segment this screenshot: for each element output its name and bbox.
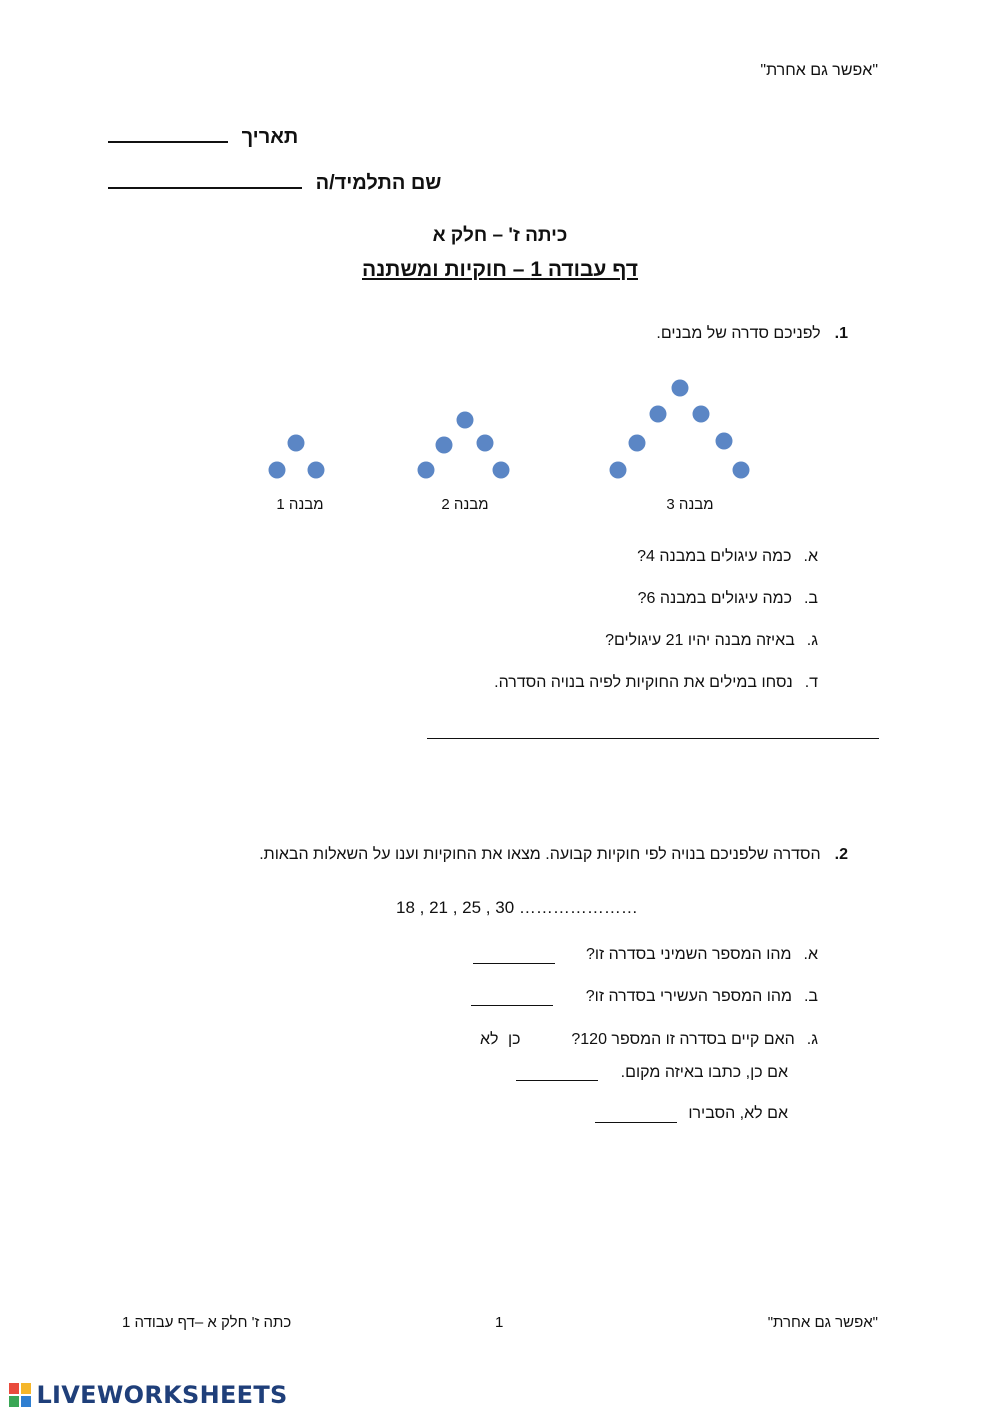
structure-3-dot: [716, 433, 733, 450]
q2-question: [259, 846, 848, 864]
structure-1-dot: [269, 462, 286, 479]
q2-item-c: [571, 1031, 818, 1049]
q2-item-text: מהו המספר השמיני בסדרה זו?: [585, 946, 792, 963]
q2-item-letter: א.: [803, 946, 818, 963]
class-title: כיתה ז' – חלק א: [432, 225, 568, 246]
q2-if-yes: אם כן, כתבו באיזה מקום.: [620, 1064, 788, 1081]
q2-no-option[interactable]: לא: [480, 1031, 499, 1048]
q2-item-letter: ב.: [803, 988, 818, 1005]
q1-item-a: [637, 548, 818, 566]
q1-item-letter: ג.: [806, 632, 818, 649]
q2-item-text: מהו המספר העשירי בסדרה זו?: [585, 988, 792, 1005]
q2-text: הסדרה שלפניכם בנויה לפי חוקיות קבועה. מצאו את החוקיות וענו על השאלות הבאות.: [259, 846, 821, 863]
q1-text: לפניכם סדרה של מבנים.: [656, 325, 821, 342]
structure-2-dot: [436, 437, 453, 454]
q2-if-no: אם לא, הסבירו: [688, 1105, 788, 1122]
q1-answer-line[interactable]: [427, 738, 879, 739]
watermark-text: LIVEWORKSHEETS: [36, 1381, 288, 1409]
q1-item-text: כמה עיגולים במבנה 6?: [637, 590, 792, 607]
q1-item-letter: ד.: [804, 674, 818, 691]
watermark-logo: [8, 1381, 288, 1409]
structure-3-dot: [650, 406, 667, 423]
worksheet-title: דף עבודה 1 – חוקיות ומשתנה: [362, 258, 638, 281]
structure-3-label: מבנה 3: [666, 496, 714, 513]
q1-number: 1.: [834, 325, 848, 342]
structure-2-dot: [493, 462, 510, 479]
q2-item-b: [586, 988, 818, 1006]
structures-figure: [0, 370, 1000, 510]
structure-3-dot: [672, 380, 689, 397]
structure-2-dot: [457, 412, 474, 429]
date-field: [108, 126, 298, 149]
footer-left: כתה ז' חלק א –דף עבודה 1: [122, 1314, 292, 1331]
structure-3-dot: [693, 406, 710, 423]
name-label: שם התלמיד/ה: [315, 172, 442, 194]
structure-2-dot: [418, 462, 435, 479]
q1-item-text: נסחו במילים את החוקיות לפיה בנויה הסדרה.: [494, 674, 793, 691]
structure-3-dot: [733, 462, 750, 479]
structure-1-dot: [308, 462, 325, 479]
q2-item-text: האם קיים בסדרה זו המספר 120?: [571, 1031, 795, 1048]
q1-item-text: באיזה מבנה יהיו 21 עיגולים?: [605, 632, 795, 649]
date-input-line[interactable]: [108, 141, 228, 143]
q2-if-yes-answer-line[interactable]: [516, 1080, 598, 1081]
q1-item-letter: ב.: [803, 590, 818, 607]
date-label: תאריך: [241, 126, 299, 148]
structure-2: [418, 412, 510, 479]
q1-item-text: כמה עיגולים במבנה 4?: [637, 548, 792, 565]
q1-item-letter: א.: [803, 548, 818, 565]
structure-3-dot: [629, 435, 646, 452]
q1-item-d: [494, 674, 818, 692]
q2-item-a: [586, 946, 818, 964]
q2-item-letter: ג.: [806, 1031, 818, 1048]
structure-3-dot: [610, 462, 627, 479]
q1-item-c: [605, 632, 818, 650]
structure-1-dot: [288, 435, 305, 452]
q2-a-answer-line[interactable]: [473, 963, 555, 964]
structure-3: [610, 380, 750, 479]
q1-question: [656, 325, 848, 343]
structure-1-label: מבנה 1: [276, 496, 324, 513]
q2-if-no-answer-line[interactable]: [595, 1122, 677, 1123]
q1-item-b: [638, 590, 818, 608]
q2-yes-option[interactable]: כן: [508, 1031, 521, 1048]
footer-right: "אפשר גם אחרת": [767, 1314, 878, 1331]
q2-b-answer-line[interactable]: [471, 1005, 553, 1006]
name-field: [108, 172, 441, 195]
q2-number: 2.: [834, 846, 848, 863]
watermark-icon: [8, 1382, 32, 1408]
structure-2-dot: [477, 435, 494, 452]
header-quote: "אפשר גם אחרת": [760, 62, 878, 79]
structure-2-label: מבנה 2: [441, 496, 489, 513]
structure-1: [269, 435, 325, 479]
q2-sequence: 18 , 21 , 25 , 30 …………………: [396, 898, 638, 917]
name-input-line[interactable]: [108, 187, 302, 189]
footer-page-number: 1: [495, 1314, 504, 1331]
